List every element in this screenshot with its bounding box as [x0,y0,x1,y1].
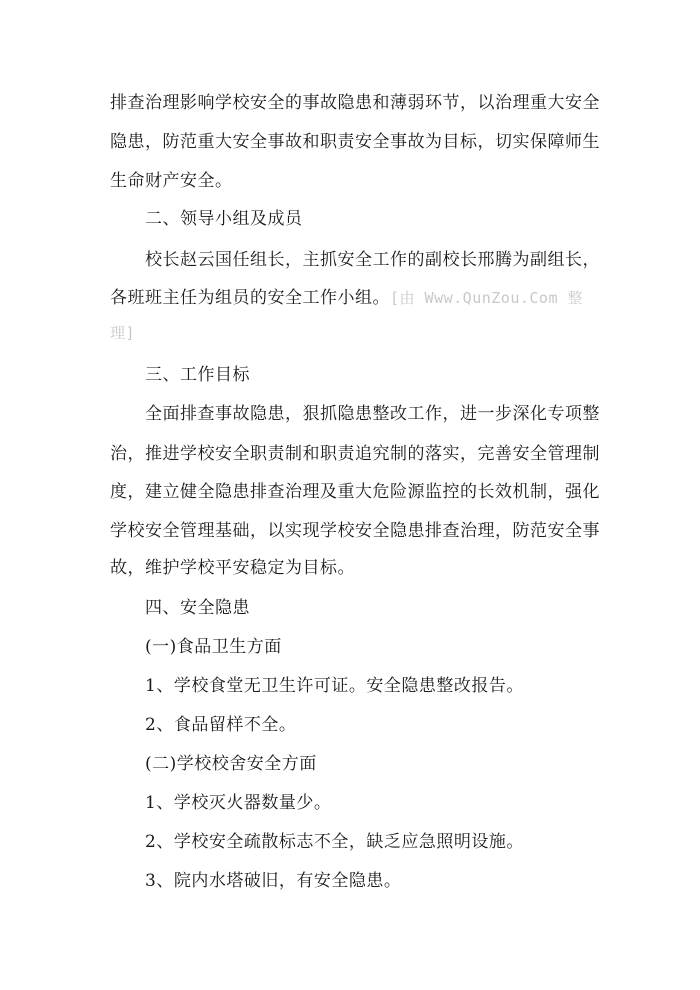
list-item: 2、食品留样不全。 [145,715,297,735]
paragraph-3-line-4: 学校安全管理基础，以实现学校安全隐患排查治理，防范安全事 [110,521,600,541]
paragraph-2-line-2 [110,287,583,309]
paragraph-3-line-1: 全面排查事故隐患，狠抓隐患整改工作，进一步深化专项整 [145,404,600,424]
paragraph-2-line-1: 校长赵云国任组长，主抓安全工作的副校长邢腾为副组长， [145,250,600,270]
subheading-food-hygiene: (一)食品卫生方面 [145,637,282,657]
watermark-text-continued: 理] [110,324,136,342]
paragraph-3-line-2: 治，推进学校安全职责制和职责追究制的落实，完善安全管理制 [110,444,600,464]
paragraph-3-line-5: 故，维护学校平安稳定为目标。 [110,558,355,578]
list-item: 1、学校灭火器数量少。 [145,793,332,813]
watermark-text: [由 Www.QunZou.Com 整 [390,289,584,307]
list-item: 1、学校食堂无卫生许可证。安全隐患整改报告。 [145,676,524,696]
paragraph-2-text: 各班班主任为组员的安全工作小组。 [110,288,390,308]
section-heading-leadership: 二、领导小组及成员 [145,209,303,229]
subheading-building-safety: (二)学校校舍安全方面 [145,754,317,774]
paragraph-1-line-3: 生命财产安全。 [110,171,233,191]
paragraph-1-line-1: 排查治理影响学校安全的事故隐患和薄弱环节，以治理重大安全 [110,93,600,113]
paragraph-1-line-2: 隐患，防范重大安全事故和职责安全事故为目标，切实保障师生 [110,132,600,152]
list-item: 2、学校安全疏散标志不全，缺乏应急照明设施。 [145,832,524,852]
section-heading-goals: 三、工作目标 [145,365,250,385]
section-heading-hazards: 四、安全隐患 [145,598,250,618]
list-item: 3、院内水塔破旧，有安全隐患。 [145,871,402,891]
paragraph-3-line-3: 度，建立健全隐患排查治理及重大危险源监控的长效机制，强化 [110,482,600,502]
